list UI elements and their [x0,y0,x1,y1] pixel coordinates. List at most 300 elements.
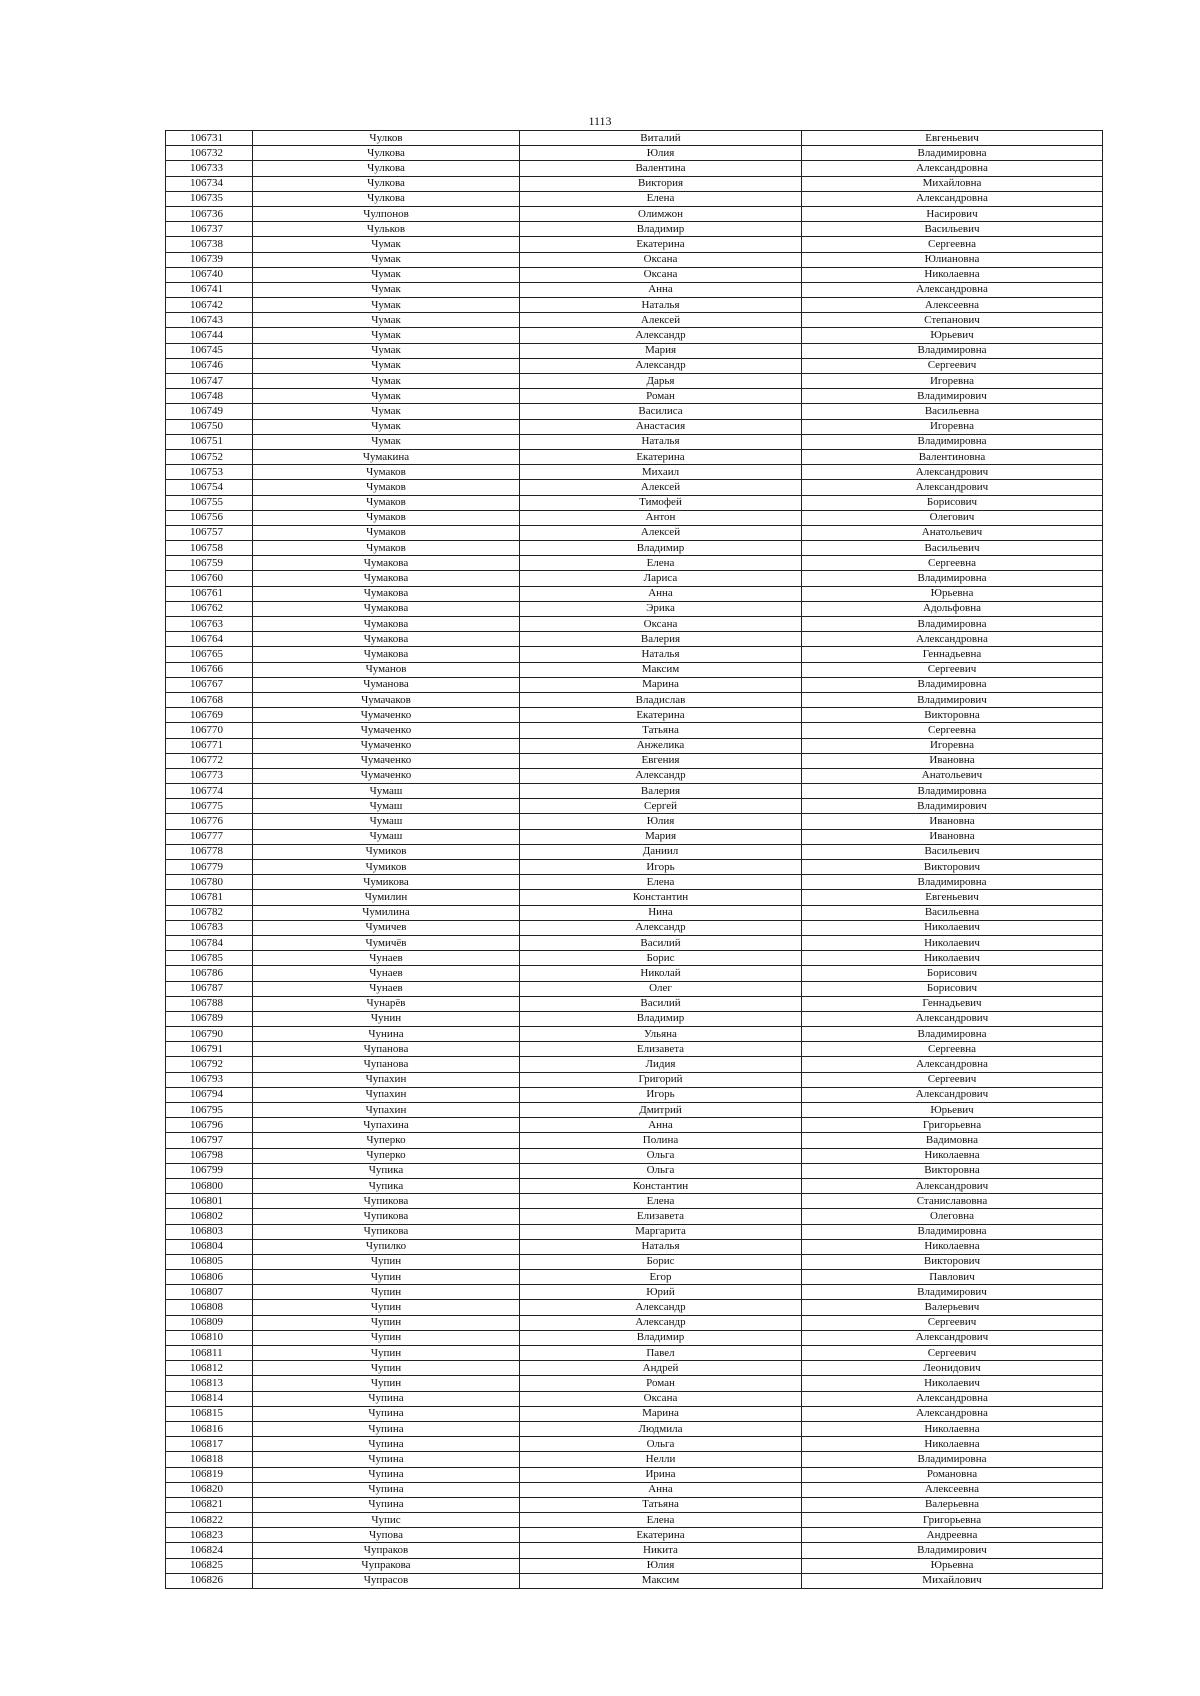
last-name-cell: Чулкова [253,191,520,206]
last-name-cell: Чумакова [253,571,520,586]
record-id-cell: 106782 [166,905,253,920]
patronymic-cell: Владимировна [802,875,1103,890]
last-name-cell: Чулкова [253,176,520,191]
patronymic-cell: Александровна [802,1406,1103,1421]
table-row [166,541,1103,556]
record-id-cell: 106740 [166,267,253,282]
patronymic-cell: Васильевна [802,404,1103,419]
patronymic-cell: Сергеевич [802,662,1103,677]
last-name-cell: Чумичёв [253,935,520,950]
first-name-cell: Егор [520,1270,802,1285]
patronymic-cell: Владимировна [802,1452,1103,1467]
patronymic-cell: Александрович [802,1330,1103,1345]
last-name-cell: Чумак [253,358,520,373]
first-name-cell: Борис [520,951,802,966]
first-name-cell: Александр [520,768,802,783]
record-id-cell: 106780 [166,875,253,890]
first-name-cell: Сергей [520,799,802,814]
first-name-cell: Олимжон [520,206,802,221]
record-id-cell: 106733 [166,161,253,176]
record-id-cell: 106810 [166,1330,253,1345]
table-row [166,829,1103,844]
record-id-cell: 106790 [166,1027,253,1042]
patronymic-cell: Юрьевна [802,586,1103,601]
last-name-cell: Чунаев [253,981,520,996]
last-name-cell: Чумак [253,419,520,434]
first-name-cell: Оксана [520,267,802,282]
first-name-cell: Павел [520,1346,802,1361]
first-name-cell: Екатерина [520,449,802,464]
last-name-cell: Чупова [253,1528,520,1543]
table-row [166,753,1103,768]
table-row [166,890,1103,905]
last-name-cell: Чумилин [253,890,520,905]
last-name-cell: Чунаев [253,966,520,981]
last-name-cell: Чумикова [253,875,520,890]
first-name-cell: Эрика [520,601,802,616]
table-row [166,601,1103,616]
first-name-cell: Роман [520,1376,802,1391]
record-id-cell: 106825 [166,1558,253,1573]
first-name-cell: Владислав [520,692,802,707]
record-id-cell: 106738 [166,237,253,252]
table-row [166,313,1103,328]
table-row [166,419,1103,434]
record-id-cell: 106783 [166,920,253,935]
patronymic-cell: Николаевна [802,267,1103,282]
patronymic-cell: Васильевна [802,905,1103,920]
table-row [166,692,1103,707]
first-name-cell: Нина [520,905,802,920]
last-name-cell: Чумаков [253,525,520,540]
first-name-cell: Анна [520,586,802,601]
table-row [166,1027,1103,1042]
last-name-cell: Чумаченко [253,753,520,768]
first-name-cell: Полина [520,1133,802,1148]
record-id-cell: 106774 [166,784,253,799]
patronymic-cell: Валерьевна [802,1497,1103,1512]
patronymic-cell: Борисович [802,981,1103,996]
table-row [166,358,1103,373]
last-name-cell: Чуманова [253,677,520,692]
patronymic-cell: Николаевич [802,951,1103,966]
record-id-cell: 106750 [166,419,253,434]
last-name-cell: Чумак [253,328,520,343]
patronymic-cell: Александровна [802,1057,1103,1072]
record-id-cell: 106753 [166,465,253,480]
record-id-cell: 106792 [166,1057,253,1072]
last-name-cell: Чумаков [253,541,520,556]
first-name-cell: Татьяна [520,723,802,738]
table-row [166,1558,1103,1573]
table-row [166,738,1103,753]
first-name-cell: Василий [520,996,802,1011]
record-id-cell: 106798 [166,1148,253,1163]
last-name-cell: Чумичев [253,920,520,935]
patronymic-cell: Александровна [802,161,1103,176]
first-name-cell: Константин [520,890,802,905]
patronymic-cell: Сергеевич [802,1315,1103,1330]
patronymic-cell: Анатольевич [802,525,1103,540]
patronymic-cell: Васильевич [802,844,1103,859]
first-name-cell: Михаил [520,465,802,480]
last-name-cell: Чумак [253,237,520,252]
table-row [166,1513,1103,1528]
record-id-cell: 106806 [166,1270,253,1285]
patronymic-cell: Викторовна [802,708,1103,723]
patronymic-cell: Викторович [802,860,1103,875]
table-row [166,1482,1103,1497]
page-number: 1113 [588,114,612,128]
first-name-cell: Владимир [520,222,802,237]
first-name-cell: Роман [520,389,802,404]
record-id-cell: 106763 [166,617,253,632]
record-id-cell: 106776 [166,814,253,829]
first-name-cell: Игорь [520,1087,802,1102]
patronymic-cell: Сергеевна [802,1042,1103,1057]
patronymic-cell: Николаевич [802,935,1103,950]
last-name-cell: Чумакова [253,632,520,647]
record-id-cell: 106748 [166,389,253,404]
last-name-cell: Чулкова [253,161,520,176]
first-name-cell: Екатерина [520,708,802,723]
first-name-cell: Дмитрий [520,1103,802,1118]
table-row [166,267,1103,282]
first-name-cell: Елизавета [520,1209,802,1224]
table-row [166,525,1103,540]
table-row [166,1330,1103,1345]
patronymic-cell: Леонидович [802,1361,1103,1376]
table-row [166,860,1103,875]
patronymic-cell: Насирович [802,206,1103,221]
table-row [166,1361,1103,1376]
table-row [166,723,1103,738]
record-id-cell: 106764 [166,632,253,647]
table-row [166,1118,1103,1133]
first-name-cell: Наталья [520,434,802,449]
patronymic-cell: Владимировна [802,146,1103,161]
record-id-cell: 106741 [166,282,253,297]
first-name-cell: Марина [520,1406,802,1421]
last-name-cell: Чумачаков [253,692,520,707]
record-id-cell: 106737 [166,222,253,237]
record-id-cell: 106734 [166,176,253,191]
table-row [166,571,1103,586]
table-row [166,617,1103,632]
patronymic-cell: Сергеевна [802,237,1103,252]
record-id-cell: 106756 [166,510,253,525]
table-row [166,1011,1103,1026]
first-name-cell: Александр [520,328,802,343]
last-name-cell: Чумаченко [253,738,520,753]
table-row [166,1467,1103,1482]
table-row [166,844,1103,859]
table-row [166,343,1103,358]
table-row [166,1452,1103,1467]
last-name-cell: Чупин [253,1315,520,1330]
record-id-cell: 106819 [166,1467,253,1482]
first-name-cell: Олег [520,981,802,996]
first-name-cell: Анастасия [520,419,802,434]
first-name-cell: Александр [520,1300,802,1315]
last-name-cell: Чумак [253,404,520,419]
first-name-cell: Юрий [520,1285,802,1300]
table-row [166,708,1103,723]
first-name-cell: Тимофей [520,495,802,510]
patronymic-cell: Владимировна [802,1224,1103,1239]
registry-table [165,130,1103,1589]
patronymic-cell: Владимирович [802,389,1103,404]
record-id-cell: 106801 [166,1194,253,1209]
patronymic-cell: Владимирович [802,692,1103,707]
table-row [166,161,1103,176]
table-row [166,510,1103,525]
table-row [166,237,1103,252]
first-name-cell: Маргарита [520,1224,802,1239]
patronymic-cell: Валентиновна [802,449,1103,464]
first-name-cell: Алексей [520,313,802,328]
last-name-cell: Чунин [253,1011,520,1026]
table-row [166,935,1103,950]
patronymic-cell: Владимировна [802,434,1103,449]
last-name-cell: Чумаш [253,784,520,799]
record-id-cell: 106779 [166,860,253,875]
patronymic-cell: Юлиановна [802,252,1103,267]
last-name-cell: Чуманов [253,662,520,677]
record-id-cell: 106760 [166,571,253,586]
table-row [166,662,1103,677]
record-id-cell: 106793 [166,1072,253,1087]
patronymic-cell: Олеговна [802,1209,1103,1224]
record-id-cell: 106818 [166,1452,253,1467]
first-name-cell: Максим [520,1573,802,1588]
patronymic-cell: Сергеевич [802,1346,1103,1361]
record-id-cell: 106736 [166,206,253,221]
table-row [166,480,1103,495]
table-row [166,282,1103,297]
first-name-cell: Оксана [520,1391,802,1406]
table-row [166,1133,1103,1148]
first-name-cell: Алексей [520,480,802,495]
patronymic-cell: Николаевна [802,1148,1103,1163]
patronymic-cell: Юрьевич [802,328,1103,343]
record-id-cell: 106817 [166,1437,253,1452]
record-id-cell: 106759 [166,556,253,571]
first-name-cell: Игорь [520,860,802,875]
record-id-cell: 106785 [166,951,253,966]
table-row [166,1270,1103,1285]
table-row [166,768,1103,783]
patronymic-cell: Алексеевна [802,298,1103,313]
record-id-cell: 106826 [166,1573,253,1588]
patronymic-cell: Борисович [802,966,1103,981]
record-id-cell: 106742 [166,298,253,313]
record-id-cell: 106814 [166,1391,253,1406]
first-name-cell: Валентина [520,161,802,176]
record-id-cell: 106802 [166,1209,253,1224]
patronymic-cell: Сергеевич [802,358,1103,373]
patronymic-cell: Геннадьевич [802,996,1103,1011]
first-name-cell: Андрей [520,1361,802,1376]
last-name-cell: Чупин [253,1346,520,1361]
last-name-cell: Чумакова [253,617,520,632]
first-name-cell: Ольга [520,1437,802,1452]
record-id-cell: 106805 [166,1254,253,1269]
table-row [166,1239,1103,1254]
table-row [166,1072,1103,1087]
patronymic-cell: Александровна [802,191,1103,206]
record-id-cell: 106823 [166,1528,253,1543]
record-id-cell: 106803 [166,1224,253,1239]
first-name-cell: Александр [520,1315,802,1330]
last-name-cell: Чупахин [253,1103,520,1118]
first-name-cell: Оксана [520,617,802,632]
table-row [166,784,1103,799]
patronymic-cell: Владимировна [802,617,1103,632]
record-id-cell: 106800 [166,1178,253,1193]
last-name-cell: Чупикова [253,1224,520,1239]
last-name-cell: Чупика [253,1178,520,1193]
table-row [166,495,1103,510]
last-name-cell: Чупина [253,1437,520,1452]
last-name-cell: Чумак [253,298,520,313]
table-row [166,1376,1103,1391]
record-id-cell: 106731 [166,131,253,146]
record-id-cell: 106749 [166,404,253,419]
record-id-cell: 106758 [166,541,253,556]
table-row [166,981,1103,996]
last-name-cell: Чумак [253,343,520,358]
last-name-cell: Чумиков [253,860,520,875]
first-name-cell: Константин [520,1178,802,1193]
patronymic-cell: Анатольевич [802,768,1103,783]
record-id-cell: 106765 [166,647,253,662]
last-name-cell: Чупин [253,1254,520,1269]
record-id-cell: 106820 [166,1482,253,1497]
patronymic-cell: Сергеевна [802,556,1103,571]
last-name-cell: Чупина [253,1406,520,1421]
record-id-cell: 106824 [166,1543,253,1558]
last-name-cell: Чумакина [253,449,520,464]
last-name-cell: Чумак [253,313,520,328]
table-row [166,1254,1103,1269]
last-name-cell: Чупанова [253,1057,520,1072]
first-name-cell: Ульяна [520,1027,802,1042]
table-row [166,1087,1103,1102]
last-name-cell: Чупин [253,1376,520,1391]
patronymic-cell: Николаевна [802,1421,1103,1436]
first-name-cell: Максим [520,662,802,677]
first-name-cell: Ольга [520,1163,802,1178]
record-id-cell: 106771 [166,738,253,753]
record-id-cell: 106804 [166,1239,253,1254]
patronymic-cell: Борисович [802,495,1103,510]
last-name-cell: Чумаков [253,480,520,495]
record-id-cell: 106743 [166,313,253,328]
last-name-cell: Чумаченко [253,708,520,723]
patronymic-cell: Игоревна [802,419,1103,434]
last-name-cell: Чумакова [253,601,520,616]
record-id-cell: 106784 [166,935,253,950]
first-name-cell: Анжелика [520,738,802,753]
patronymic-cell: Николаевна [802,1239,1103,1254]
patronymic-cell: Ивановна [802,829,1103,844]
table-row [166,951,1103,966]
patronymic-cell: Алексеевна [802,1482,1103,1497]
last-name-cell: Чумакова [253,556,520,571]
table-row [166,1315,1103,1330]
table-row [166,1224,1103,1239]
last-name-cell: Чупин [253,1361,520,1376]
patronymic-cell: Владимировна [802,677,1103,692]
first-name-cell: Евгения [520,753,802,768]
first-name-cell: Юлия [520,814,802,829]
last-name-cell: Чупахина [253,1118,520,1133]
record-id-cell: 106813 [166,1376,253,1391]
table-row [166,131,1103,146]
record-id-cell: 106762 [166,601,253,616]
record-id-cell: 106781 [166,890,253,905]
record-id-cell: 106755 [166,495,253,510]
record-id-cell: 106796 [166,1118,253,1133]
table-row [166,905,1103,920]
table-row [166,586,1103,601]
first-name-cell: Александр [520,920,802,935]
last-name-cell: Чупин [253,1270,520,1285]
patronymic-cell: Владимировна [802,343,1103,358]
last-name-cell: Чумаченко [253,768,520,783]
first-name-cell: Даниил [520,844,802,859]
patronymic-cell: Геннадьевна [802,647,1103,662]
record-id-cell: 106808 [166,1300,253,1315]
first-name-cell: Юлия [520,146,802,161]
last-name-cell: Чупрасов [253,1573,520,1588]
record-id-cell: 106745 [166,343,253,358]
record-id-cell: 106766 [166,662,253,677]
table-row [166,465,1103,480]
patronymic-cell: Михайлович [802,1573,1103,1588]
last-name-cell: Чупина [253,1391,520,1406]
last-name-cell: Чулпонов [253,206,520,221]
patronymic-cell: Викторовна [802,1163,1103,1178]
record-id-cell: 106770 [166,723,253,738]
record-id-cell: 106812 [166,1361,253,1376]
last-name-cell: Чумиков [253,844,520,859]
last-name-cell: Чупахин [253,1087,520,1102]
patronymic-cell: Адольфовна [802,601,1103,616]
patronymic-cell: Александрович [802,1011,1103,1026]
last-name-cell: Чумак [253,374,520,389]
last-name-cell: Чумак [253,267,520,282]
patronymic-cell: Александровна [802,1391,1103,1406]
record-id-cell: 106732 [166,146,253,161]
record-id-cell: 106797 [166,1133,253,1148]
patronymic-cell: Владимировна [802,784,1103,799]
table-row [166,176,1103,191]
table-row [166,920,1103,935]
registry-table-body [166,131,1103,1589]
first-name-cell: Мария [520,829,802,844]
last-name-cell: Чуперко [253,1133,520,1148]
table-row [166,996,1103,1011]
table-row [166,875,1103,890]
patronymic-cell: Александрович [802,1087,1103,1102]
patronymic-cell: Вадимовна [802,1133,1103,1148]
table-row [166,1178,1103,1193]
first-name-cell: Виталий [520,131,802,146]
record-id-cell: 106794 [166,1087,253,1102]
record-id-cell: 106788 [166,996,253,1011]
